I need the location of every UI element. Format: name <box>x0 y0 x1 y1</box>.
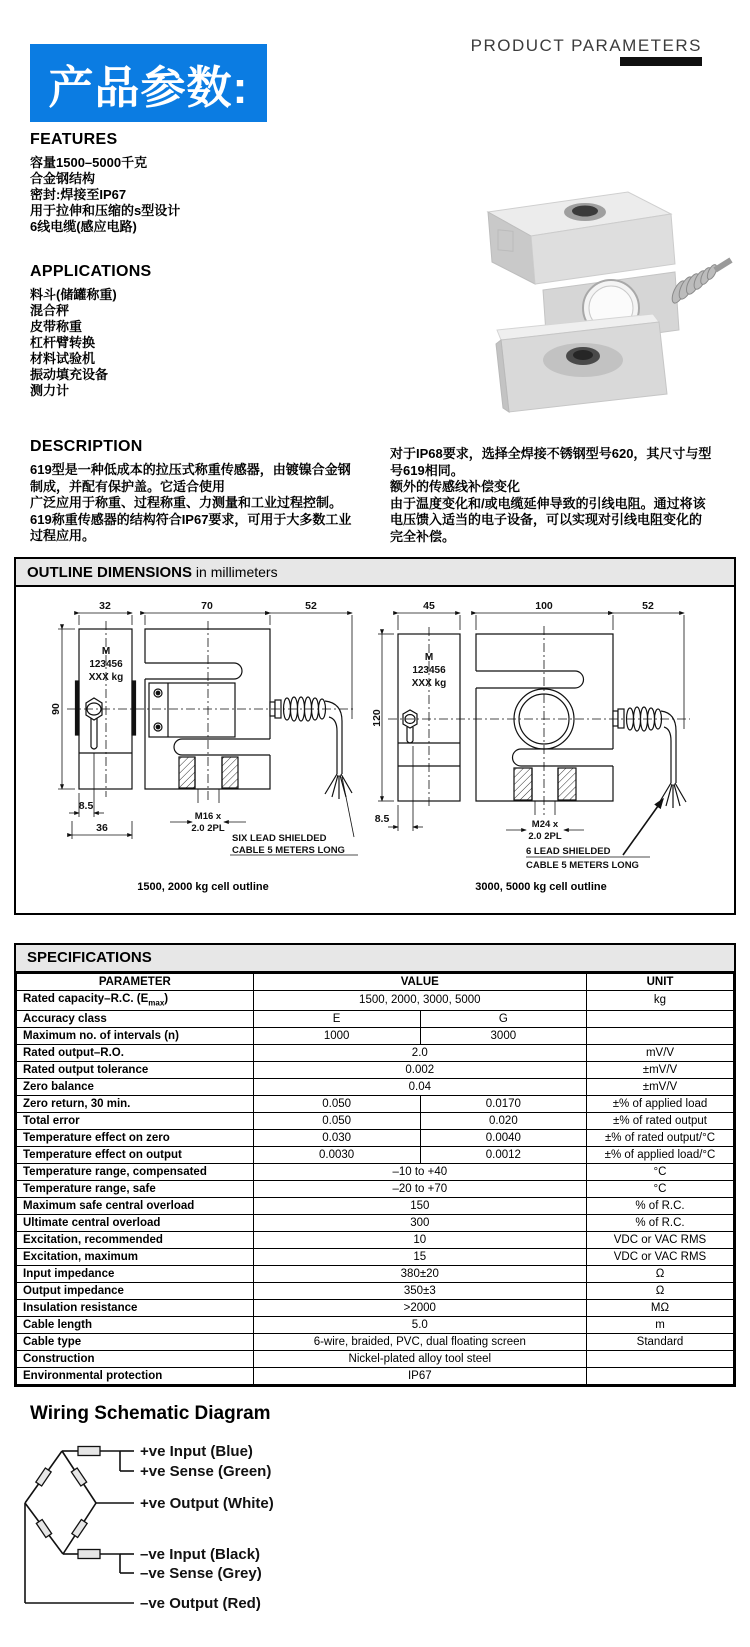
thread-label: 2.0 2PL <box>528 831 562 842</box>
spec-unit: ±% of applied load <box>587 1096 734 1113</box>
specifications-title: SPECIFICATIONS <box>27 949 152 966</box>
spec-parameter: Maximum no. of intervals (n) <box>17 1028 254 1045</box>
dim-label: 32 <box>99 600 111 612</box>
dim-label: 36 <box>96 822 108 834</box>
spec-parameter: Zero balance <box>17 1079 254 1096</box>
spec-value: 0.050 <box>253 1096 420 1113</box>
spec-parameter: Rated output tolerance <box>17 1062 254 1079</box>
description-title: DESCRIPTION <box>30 438 143 455</box>
spec-unit: °C <box>587 1181 734 1198</box>
spec-value: 380±20 <box>253 1266 586 1283</box>
spec-value: 5.0 <box>253 1317 586 1334</box>
spec-unit <box>587 1028 734 1045</box>
spec-unit: MΩ <box>587 1300 734 1317</box>
spec-unit: VDC or VAC RMS <box>587 1249 734 1266</box>
application-item: 材料试验机 <box>30 351 96 366</box>
application-item: 测力计 <box>30 383 70 398</box>
spec-value-2: 0.0170 <box>420 1096 586 1113</box>
spec-row <box>17 1334 734 1351</box>
spec-unit: ±% of rated output/°C <box>587 1130 734 1147</box>
spec-parameter: Maximum safe central overload <box>17 1198 254 1215</box>
spec-row <box>17 1130 734 1147</box>
spec-row <box>17 1266 734 1283</box>
description-line: 619型是一种低成本的拉压式称重传感器，由镀镍合金钢 <box>30 462 351 477</box>
wire-label-neg-sense: –ve Sense (Grey) <box>140 1565 262 1582</box>
dim-label: 52 <box>642 600 654 612</box>
dim-label: 70 <box>201 600 213 612</box>
spec-value: 15 <box>253 1249 586 1266</box>
dim-label: 8.5 <box>374 813 390 825</box>
thread-label: 2.0 2PL <box>191 823 225 834</box>
marking-serial: 123456 <box>89 659 123 670</box>
spec-value: 300 <box>253 1215 586 1232</box>
col-value: VALUE <box>253 974 586 991</box>
outline-drawing-3000-5000 <box>368 591 730 877</box>
spec-parameter: Temperature range, safe <box>17 1181 254 1198</box>
spec-unit: % of R.C. <box>587 1215 734 1232</box>
spec-value: E <box>253 1011 420 1028</box>
description-line: 额外的传感线补偿变化 <box>390 479 521 494</box>
specifications-box <box>14 943 736 1387</box>
description-line: 完全补偿。 <box>390 528 456 544</box>
spec-parameter: Temperature range, compensated <box>17 1164 254 1181</box>
spec-value: 0.0030 <box>253 1147 420 1164</box>
specifications-header <box>16 945 734 973</box>
spec-parameter: Ultimate central overload <box>17 1215 254 1232</box>
description-line: 对于IP68要求，选择全焊接不锈钢型号620，其尺寸与型 <box>390 446 712 461</box>
spec-row <box>17 1198 734 1215</box>
spec-parameter: Total error <box>17 1113 254 1130</box>
drawing-caption-left: 1500, 2000 kg cell outline <box>137 881 269 893</box>
cable-note: CABLE 5 METERS LONG <box>232 845 345 856</box>
marking-m: M <box>101 646 111 657</box>
spec-parameter: Excitation, maximum <box>17 1249 254 1266</box>
spec-value: >2000 <box>253 1300 586 1317</box>
thread-label: M16 x <box>194 811 222 822</box>
feature-item: 密封:焊接至IP67 <box>30 187 127 202</box>
spec-header-row <box>17 974 734 991</box>
spec-row <box>17 1079 734 1096</box>
thread-label: M24 x <box>531 819 559 830</box>
kicker-underline-bar <box>620 57 702 66</box>
specifications-table <box>16 973 734 1385</box>
dim-label: 45 <box>423 600 435 612</box>
cable-note: 6 LEAD SHIELDED <box>526 846 611 857</box>
spec-unit: % of R.C. <box>587 1198 734 1215</box>
spec-value: 350±3 <box>253 1283 586 1300</box>
spec-unit: Standard <box>587 1334 734 1351</box>
spec-row <box>17 1181 734 1198</box>
spec-row <box>17 1062 734 1079</box>
spec-unit: °C <box>587 1164 734 1181</box>
kicker-title: PRODUCT PARAMETERS <box>470 36 702 55</box>
wire-label-pos-output: +ve Output (White) <box>140 1495 274 1512</box>
dim-label: 52 <box>305 600 317 612</box>
dim-label: 8.5 <box>78 800 94 812</box>
product-params-badge <box>30 44 267 122</box>
col-parameter: PARAMETER <box>17 974 254 991</box>
description-line: 由于温度变化和/或电缆延伸导致的引线电阻。通过将该 <box>390 495 706 511</box>
outline-units-note: in millimeters <box>192 564 278 580</box>
marking-serial: 123456 <box>412 665 446 676</box>
description-line: 号619相同。 <box>390 462 464 478</box>
spec-parameter: Environmental protection <box>17 1368 254 1385</box>
outline-drawing-1500-2000 <box>22 591 362 877</box>
features-list <box>30 155 180 235</box>
description-line: 制成，并配有保护盖。它适合使用 <box>30 478 226 494</box>
applications-list <box>30 287 117 399</box>
spec-parameter: Construction <box>17 1351 254 1368</box>
spec-value-2: 0.0040 <box>420 1130 586 1147</box>
description-line: 电压馈入适当的电子设备，可以实现对引线电阻变化的 <box>390 512 703 527</box>
wire-label-pos-input: +ve Input (Blue) <box>140 1443 253 1460</box>
spec-unit: Ω <box>587 1283 734 1300</box>
spec-value: –10 to +40 <box>253 1164 586 1181</box>
description-line: 619称重传感器的结构符合IP67要求，可用于大多数工业 <box>30 511 352 527</box>
feature-item: 容量1500–5000千克 <box>30 155 148 170</box>
spec-unit: mV/V <box>587 1045 734 1062</box>
wiring-title: Wiring Schematic Diagram <box>30 1403 271 1424</box>
spec-value-2: 0.020 <box>420 1113 586 1130</box>
spec-parameter: Temperature effect on zero <box>17 1130 254 1147</box>
spec-parameter: Output impedance <box>17 1283 254 1300</box>
spec-value: Nickel-plated alloy tool steel <box>253 1351 586 1368</box>
spec-unit: ±mV/V <box>587 1062 734 1079</box>
spec-row <box>17 1045 734 1062</box>
spec-unit: ±% of rated output <box>587 1113 734 1130</box>
dim-label: 90 <box>50 703 62 715</box>
spec-row <box>17 1283 734 1300</box>
applications-title: APPLICATIONS <box>30 263 152 280</box>
spec-unit: Ω <box>587 1266 734 1283</box>
spec-row <box>17 1317 734 1334</box>
spec-unit: ±% of applied load/°C <box>587 1147 734 1164</box>
spec-row <box>17 1011 734 1028</box>
product-photo-s-load-cell <box>443 172 733 422</box>
marking-m: M <box>424 652 434 663</box>
spec-value: 0.050 <box>253 1113 420 1130</box>
spec-unit: ±mV/V <box>587 1079 734 1096</box>
spec-value: 10 <box>253 1232 586 1249</box>
spec-value: 0.030 <box>253 1130 420 1147</box>
application-item: 料斗(储罐称重) <box>30 287 117 302</box>
application-item: 混合秤 <box>30 303 70 318</box>
spec-parameter: Cable type <box>17 1334 254 1351</box>
spec-row <box>17 991 734 1011</box>
application-item: 杠杆臂转换 <box>30 335 96 350</box>
spec-row <box>17 1232 734 1249</box>
spec-parameter: Rated capacity–R.C. $(E_{max})$ <box>17 991 254 1011</box>
spec-value: 2.0 <box>253 1045 586 1062</box>
spec-row <box>17 1147 734 1164</box>
spec-value-2: G <box>420 1011 586 1028</box>
spec-unit: VDC or VAC RMS <box>587 1232 734 1249</box>
spec-unit: kg <box>587 991 734 1011</box>
spec-value: 1000 <box>253 1028 420 1045</box>
spec-parameter: Accuracy class <box>17 1011 254 1028</box>
spec-row <box>17 1215 734 1232</box>
feature-item: 用于拉伸和压缩的s型设计 <box>30 203 181 218</box>
spec-unit: m <box>587 1317 734 1334</box>
description-line: 广泛应用于称重、过程称重、力测量和工业过程控制。 <box>30 495 343 510</box>
spec-value: –20 to +70 <box>253 1181 586 1198</box>
application-item: 皮带称重 <box>30 319 83 334</box>
marking-kg: XXX kg <box>88 672 124 683</box>
spec-parameter: Rated output–R.O. <box>17 1045 254 1062</box>
spec-parameter: Excitation, recommended <box>17 1232 254 1249</box>
feature-item: 合金钢结构 <box>30 171 96 186</box>
badge-text: 产品参数: <box>48 61 249 113</box>
spec-row <box>17 1351 734 1368</box>
wire-label-neg-output: –ve Output (Red) <box>140 1595 261 1612</box>
marking-kg: XXX kg <box>411 678 447 689</box>
dim-label: 120 <box>371 709 383 727</box>
description-line: 过程应用。 <box>30 528 96 543</box>
spec-value: 1500, 2000, 3000, 5000 <box>253 991 586 1011</box>
cable-note: CABLE 5 METERS LONG <box>526 860 639 871</box>
spec-parameter: Insulation resistance <box>17 1300 254 1317</box>
wire-label-neg-input: –ve Input (Black) <box>140 1546 261 1563</box>
feature-item: 6线电缆(感应电路) <box>30 219 137 234</box>
spec-row <box>17 1249 734 1266</box>
description-left-column <box>30 462 380 545</box>
spec-value-2: 0.0012 <box>420 1147 586 1164</box>
spec-table-body <box>17 991 734 1385</box>
spec-unit <box>587 1368 734 1385</box>
spec-value: 0.04 <box>253 1079 586 1096</box>
spec-parameter: Zero return, 30 min. <box>17 1096 254 1113</box>
spec-unit <box>587 1351 734 1368</box>
features-title: FEATURES <box>30 131 118 148</box>
spec-row <box>17 1368 734 1385</box>
outline-title: OUTLINE DIMENSIONS <box>27 564 193 581</box>
spec-unit <box>587 1011 734 1028</box>
spec-value: 150 <box>253 1198 586 1215</box>
col-unit: UNIT <box>587 974 734 991</box>
description-right-column <box>390 446 740 545</box>
spec-parameter: Input impedance <box>17 1266 254 1283</box>
spec-row <box>17 1164 734 1181</box>
spec-row <box>17 1113 734 1130</box>
outline-dimensions-header <box>16 559 734 587</box>
application-item: 振动填充设备 <box>30 367 109 382</box>
outline-dimensions-box <box>14 557 736 915</box>
spec-row <box>17 1300 734 1317</box>
spec-row <box>17 1096 734 1113</box>
dim-label: 100 <box>535 600 553 612</box>
spec-value: IP67 <box>253 1368 586 1385</box>
drawing-caption-right: 3000, 5000 kg cell outline <box>475 881 607 893</box>
spec-value: 0.002 <box>253 1062 586 1079</box>
cable-note: SIX LEAD SHIELDED <box>232 833 327 844</box>
spec-parameter: Temperature effect on output <box>17 1147 254 1164</box>
spec-row <box>17 1028 734 1045</box>
spec-parameter: Cable length <box>17 1317 254 1334</box>
spec-value-2: 3000 <box>420 1028 586 1045</box>
wire-label-pos-sense: +ve Sense (Green) <box>140 1463 272 1480</box>
spec-value: 6-wire, braided, PVC, dual floating screen <box>253 1334 586 1351</box>
wiring-schematic-diagram <box>16 1437 716 1637</box>
